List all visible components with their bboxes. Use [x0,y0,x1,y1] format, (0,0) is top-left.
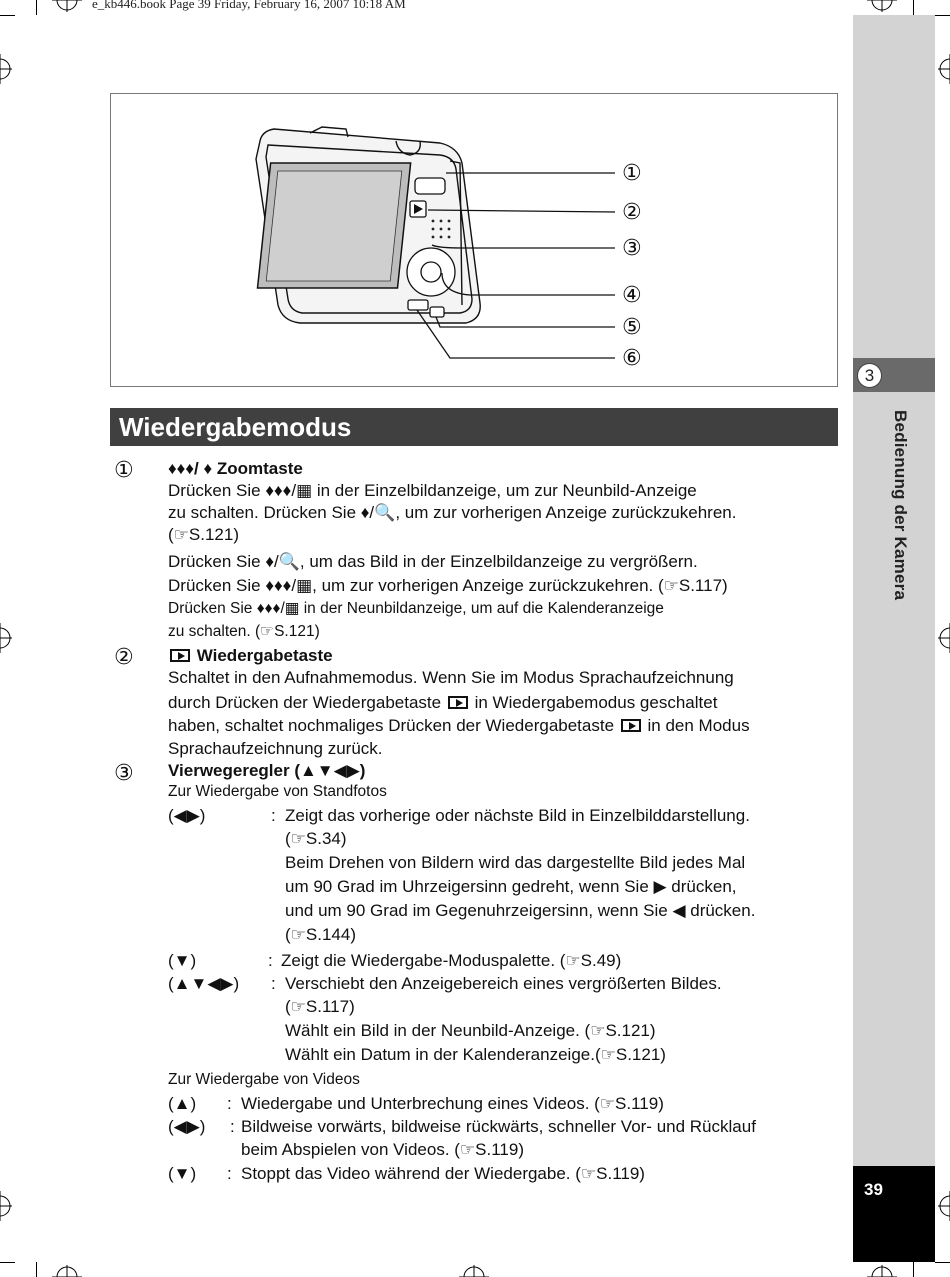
callout-4: ④ [622,282,642,307]
play-icon [170,649,190,662]
key-separator: : [227,1164,232,1183]
key-separator: : [268,951,273,970]
key-label: (◀▶) [168,1117,206,1136]
item-heading: Vierwegeregler (▲▼◀▶) [168,761,366,780]
key-separator: : [271,974,276,993]
item-heading: ♦♦♦/ ♦ Zoomtaste [168,459,303,478]
key-label: (▲▼◀▶) [168,974,240,993]
callout-3: ③ [622,235,642,260]
key-label: (▼) [168,951,197,970]
callout-5: ⑤ [622,314,642,339]
section-title: Wiedergabemodus [110,408,838,446]
body-line: Drücken Sie ♦♦♦/▦ in der Neunbildanzeige, um auf die Kalenderanzeige [168,600,664,617]
body-line-part: in Wiedergabemodus geschaltet [474,693,718,712]
body-line: Drücken Sie ♦♦♦/▦ in der Einzelbildanzeige, um zur Neunbild-Anzeige [168,481,697,500]
body-line: (☞S.144) [285,925,356,944]
body-line: Wählt ein Bild in der Neunbild-Anzeige. (☞S.121) [285,1021,656,1040]
chapter-number: 3 [857,363,882,388]
body-line-part: in den Modus [647,716,750,735]
body-line: beim Abspielen von Videos. (☞S.119) [241,1140,524,1159]
body-line: Wählt ein Datum in der Kalenderanzeige.(☞S.121) [285,1045,666,1064]
body-line: (☞S.34) [285,829,347,848]
body-line: Wiedergabe und Unterbrechung eines Videos. (☞S.119) [241,1094,664,1113]
body-line: Stoppt das Video während der Wiedergabe. (☞S.119) [241,1164,645,1183]
play-icon [621,719,641,732]
subheading: Zur Wiedergabe von Standfotos [168,783,387,800]
item-marker: ① [114,457,134,482]
body-line: Zeigt das vorherige oder nächste Bild in Einzelbilddarstellung. [285,806,750,825]
item-marker: ③ [114,760,134,785]
body-line: Schaltet in den Aufnahmemodus. Wenn Sie im Modus Sprachaufzeichnung [168,668,734,687]
key-separator: : [227,1094,232,1113]
running-head: e_kb446.book Page 39 Friday, February 16, 2007 10:18 AM [92,0,406,11]
body-line: zu schalten. (☞S.121) [168,623,320,640]
item-heading-text: Wiedergabetaste [196,646,333,665]
key-label: (▼) [168,1164,197,1183]
body-line: Beim Drehen von Bildern wird das dargestellte Bild jedes Mal [285,853,746,872]
key-label: (▲) [168,1094,197,1113]
item-marker: ② [114,644,134,669]
body-line-part: haben, schaltet nochmaliges Drücken der Wiedergabetaste [168,716,615,735]
chapter-sidebar [853,15,935,1262]
body-line: um 90 Grad im Uhrzeigersinn gedreht, wenn Sie ▶ drücken, [285,877,737,896]
callout-6: ⑥ [622,345,642,370]
body-line: Drücken Sie ♦♦♦/▦, um zur vorherigen Anzeige zurückzukehren. (☞S.117) [168,576,728,595]
body-line: Bildweise vorwärts, bildweise rückwärts, schneller Vor- und Rücklauf [241,1117,756,1136]
body-line: (☞S.121) [168,525,239,544]
chapter-title: Bedienung der Kamera [891,410,910,601]
key-label: (◀▶) [168,806,206,825]
body-line: (☞S.117) [285,997,355,1016]
body-line [168,715,750,737]
page-number: 39 [864,1180,883,1199]
body-line: Drücken Sie ♦/🔍, um das Bild in der Einzelbildanzeige zu vergrößern. [168,552,698,571]
body-line: Verschiebt den Anzeigebereich eines vergrößerten Bildes. [285,974,722,993]
play-icon [448,696,468,709]
key-separator: : [230,1117,235,1136]
camera-back-illustration [110,93,838,387]
body-line: zu schalten. Drücken Sie ♦/🔍, um zur vorherigen Anzeige zurückzukehren. [168,503,737,522]
body-line: Sprachaufzeichnung zurück. [168,739,383,758]
body-line [168,692,717,714]
callout-1: ① [622,160,642,185]
item-heading [168,645,333,667]
key-separator: : [271,806,276,825]
body-line: Zeigt die Wiedergabe-Moduspalette. (☞S.49) [281,951,622,970]
body-line: und um 90 Grad im Gegenuhrzeigersinn, wenn Sie ◀ drücken. [285,901,756,920]
callout-2: ② [622,199,642,224]
subheading: Zur Wiedergabe von Videos [168,1071,360,1088]
body-line-part: durch Drücken der Wiedergabetaste [168,693,442,712]
